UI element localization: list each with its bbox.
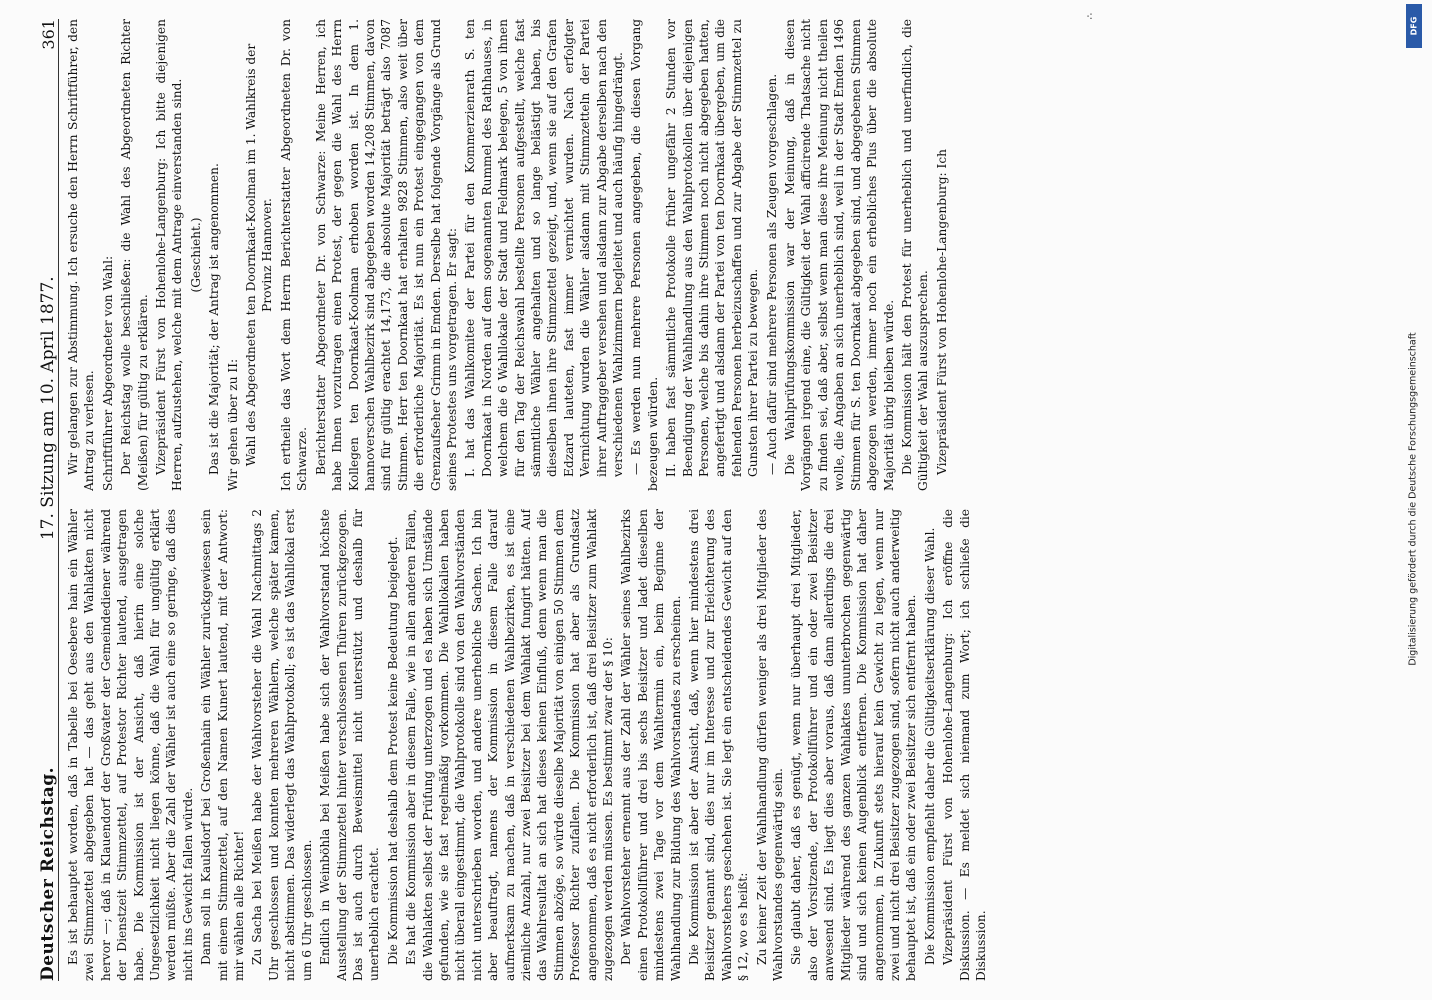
paragraph: Die Kommission ist aber der Ansicht, daß, wenn hier mindestens drei Beisitzer genannt sind, dies nur im Interesse und zur Erleichterung des Wahlvorstehers geschehen ist. Sie legt ein entscheidendes Gewicht auf den § 12, wo es heißt: (687, 509, 751, 981)
running-title: Deutscher Reichstag. (38, 766, 58, 981)
session-title: 17. Sitzung am 10. April 1877. (38, 276, 58, 541)
paragraph: Dann soll in Kaulsdorf bei Großenhain ein Wähler zurückgewiesen sein mit einem Stimmzettel, auf den Namen Kunert lautend, mit der Antwort: mir wählen alle Richter! (199, 509, 247, 981)
dfg-logo: DFG (1406, 4, 1422, 48)
paragraph: — Es werden nun mehrere Personen angegeben, die diesen Vorgang bezeugen würden. (629, 19, 660, 491)
paragraph: Wahl des Abgeordneten ten Doornkaat-Koolman im 1. Wahlkreis der Provinz Hannover. (244, 43, 275, 467)
paragraph: Die Wahlprüfungskommission war der Meinung, daß in diesen Vorgängen irgend eine, die Gültigkeit der Wahl afficirende Thatsache nicht zu finden sei, daß aber, selbst wenn man diese ihre Meinung nicht theilen wolle, die Angaben an sich unerheblich sind, weil in der Stadt Emden 1496 Stimmen für S. ten Doornkaat abgegeben sind, und abgegebenen Stimmen abgezogen werden, immer noch ein erhebliches Plus über die absolute Majorität übrig bleiben würde. (783, 19, 896, 491)
paragraph: Wir gehen über zu II: (225, 358, 240, 491)
corner-mark: ⁖ (1086, 10, 1094, 24)
paragraph: Das ist die Majorität; der Antrag ist angenommen. (207, 163, 222, 475)
paragraph: Wir gelangen zur Abstimmung. Ich ersuche den Herrn Schriftführer, den Antrag zu verlesen. (66, 19, 97, 491)
paragraph: Vizepräsident Fürst von Hohenlohe-Langenburg: Ich bitte diejenigen Herren, aufzustehen, welche mit dem Antrage einverstanden sind. (154, 19, 185, 491)
dfg-watermark (1402, 4, 1424, 994)
paragraph: Sie glaubt daher, daß es genügt, wenn nur überhaupt drei Mitglieder, also der Vorsitzende, der Protokollführer und ein oder zwei Beisitzer anwesend sind. Es liegt dies aber voraus, daß dann allerdings die drei Mitglieder während des ganzen Wahlaktes ununterbrochen gegenwärtig sind und sich keinen Augenblick entfernen. Die Kommission hat daher angenommen, in Zukunft stets hierauf kein Gewicht zu legen, wenn nur zwei und nicht drei Beisitzer zugezogen sind, sofern nicht auch anderweitig behauptet ist, daß ein oder zwei Beisitzer sich entfernt haben. (789, 509, 919, 981)
paragraph: Es hat die Kommission aber in diesem Falle, wie in allen anderen Fällen, die Wahlakten selbst der Prüfung unterzogen und es haben sich Umstände gefunden, wie sie fast regelmäßig vorkommen. Die Wahllokalien haben nicht überall eingestimmt, die Wahlprotokolle sind von den Wahlvorständen nicht unterschrieben worden, und andere unerhebliche Sachen. Ich bin aber beauftragt, namens der Kommission in diesem Falle darauf aufmerksam zu machen, daß in verschiedenen Wahlbezirken, es ist eine ziemliche Anzahl, nur zwei Beisitzer bei dem Wahlakt fungirt hätten. Auf das Wahlresultat an sich hat dieses keinen Einfluß, denn wenn man die Stimmen abzöge, so würde dieselbe Majorität von einigen 50 Stimmen dem Professor Richter zufallen. Die Kommission hat aber als Grundsatz angenommen, daß es nicht erforderlich ist, daß drei Beisitzer zum Wahlakt zugezogen werden müssen. Es bestimmt zwar der § 10: (404, 509, 615, 981)
dfg-text: Digitalisierung gefördert durch die Deutsche Forschungsgemeinschaft (1407, 332, 1419, 666)
paragraph: Die Kommission hat deshalb dem Protest keine Bedeutung beigelegt. (385, 536, 400, 965)
paragraph: Ich ertheile das Wort dem Herrn Berichterstatter Abgeordneten Dr. von Schwarze. (278, 19, 310, 491)
paragraph: Zu keiner Zeit der Wahlhandlung dürfen weniger als drei Mitglieder des Wahlvorstandes gegenwärtig sein. (754, 509, 786, 981)
paragraph: Zu Sacha bei Meißen habe der Wahlvorsteher die Wahl Nachmittags 2 Uhr geschlossen und konnten mehreren Wählern, welche später kamen, nicht abstimmen. Das widerlegt das Wahlprotokoll; es ist das Wahllokal erst um 6 Uhr geschlossen. (250, 509, 314, 981)
document-page (18, 5, 1398, 995)
paragraph: Es ist behauptet worden, daß in Tabelle bei Oesebere hain ein Wähler zwei Stimmzettel abgegeben hat — das geht aus den Wahlakten nicht hervor —; daß in Klauendorf der Großvater der Gemeindediener während der Dienstzeit Stimmzettel, auf Protestor Richter lautend, ausgetragen habe. Die Kommission ist der Ansicht, daß hierin eine solche Ungesetzlichkeit nicht liegen könne, daß die Wahl für ungültig erklärt werden müßte. Aber die Zahl der Wähler ist auch eine so geringe, daß dies nicht ins Gewicht fallen würde. (66, 509, 195, 981)
page-header (28, 19, 59, 981)
paragraph: Der Reichstag wolle beschließen: die Wahl des Abgeordneten Richter (Meißen) für gültig zu erklären. (119, 19, 150, 491)
left-column (65, 509, 1375, 981)
right-column (65, 19, 1375, 491)
page-number: 361 (39, 19, 58, 50)
text-columns (65, 19, 1375, 981)
paragraph: Vizepräsident Fürst von Hohenlohe-Langenburg: Ich (934, 148, 949, 475)
paragraph: — Auch dafür sind mehrere Personen als Zeugen vorgeschlagen. (764, 73, 779, 475)
paragraph: Vizepräsident Fürst von Hohenlohe-Langenburg: Ich eröffne die Diskussion. — Es meldet sich niemand zum Wort; ich schließe die Diskussion. (941, 509, 988, 981)
paragraph: Endlich in Weinböhla bei Meißen habe sich der Wahlvorstand höchste Ausstellung der Stimmzettel hinter verschlossenen Thüren zurückgezogen. Das ist auch durch Beweismittel nicht unterstützt und deshalb für unerheblich erachtet. (318, 509, 382, 981)
paragraph: Der Wahlvorsteher ernennt aus der Zahl der Wähler seines Wahlbezirks einen Protokollführer und drei bis sechs Beisitzer und ladet dieselben mindestens zwei Tage vor dem Wahltermin ein, beim Beginne der Wahlhandlung zur Bildung des Wahlvorstandes zu erscheinen. (619, 509, 683, 981)
paragraph: Schriftführer Abgeordneter von Wahl: (100, 255, 115, 491)
paragraph: (Geschieht.) (188, 217, 203, 293)
paragraph: Berichterstatter Abgeordneter Dr. von Schwarze: Meine Herren, ich habe Ihnen vorzutragen einen Protest, der gegen die Wahl des Herrn Kollegen ten Doornkaat-Koolman erhoben worden ist. In dem 1. hannoverschen Wahlbezirk sind abgegeben worden 14,208 Stimmen, davon sind für gültig erachtet 14,173, die absolute Majorität beträgt also 7087 Stimmen. Herr ten Doornkaat hat erhalten 9828 Stimmen, also weit über die erforderliche Majorität. Es ist nun ein Protest eingegangen von dem Grenzaufseher Grimm in Emden. Derselbe hat folgende Vorgänge als Grund seines Protestes uns vorgetragen. Er sagt: (313, 19, 459, 491)
paragraph: Die Kommission hält den Protest für unerheblich und unerfindlich, die Gültigkeit der Wahl auszusprechen. (899, 19, 931, 491)
paragraph: Die Kommission empfiehlt daher die Gültigkeitserklärung dieser Wahl. (922, 527, 937, 965)
paragraph: I. hat das Wahlkomitee der Partei für den Kommerzienrath S. ten Doornkaat in Norden auf dem sogenannten Rummel des Rathhauses, in welchem die 6 Wahllokale der Stadt und Feldmark belegen, 5 von ihnen für den Tag der Reichswahl bestellte Personen aufgestellt, welche fast sämmtliche Wähler angehalten und so lange belästigt haben, bis dieselben ihnen ihre Stimmzettel gezeigt, und, wenn sie auf den Grafen Edzard lauteten, fast immer vernichtet wurden. Nach erfolgter Vernichtung wurden die Wähler alsdann mit Stimmzetteln der Partei ihrer Auftraggeber versehen und alsdann zur Abgabe derselben nach den verschiedenen Wahlzimmern begleitet und auch häufig hingedrängt. (463, 19, 625, 477)
paragraph: II. haben fast sämmtliche Protokolle früher ungefähr 2 Stunden vor Beendigung der Wahlhandlung aus den Wahlprotokollen über diejenigen Personen, welche bis dahin ihre Stimmen noch nicht abgegeben hatten, angefertigt und alsdann der Partei von ten Doornkaat übergeben, um die fehlenden Personen herbeizuschaffen und zur Abgabe der Stimmzettel zu Gunsten ihrer Partei zu bewegen. (664, 19, 761, 477)
